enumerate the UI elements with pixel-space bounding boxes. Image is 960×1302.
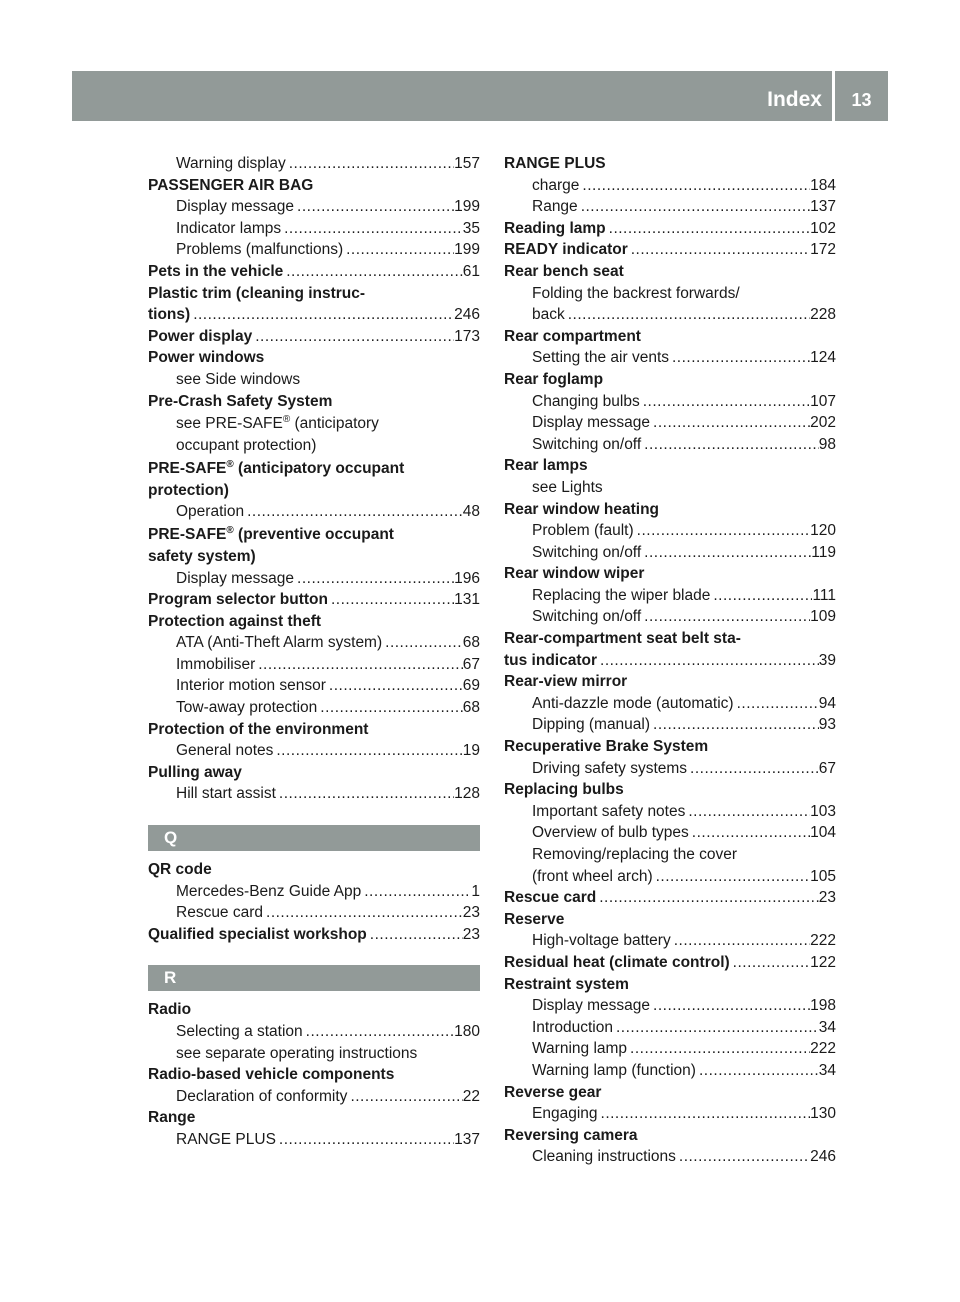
index-heading: Plastic trim (cleaning instruc- [148, 284, 366, 302]
index-heading: Rear window wiper [504, 565, 645, 583]
index-entry[interactable]: Overview of bulb types ..... 104 [504, 822, 836, 844]
page-number: 13 [851, 90, 872, 110]
index-heading: safety system) [148, 547, 256, 565]
page-title: Index [767, 88, 822, 111]
index-heading: Rear compartment [504, 327, 641, 345]
index-entry[interactable]: Residual heat (climate control) ..... 122 [504, 952, 836, 974]
index-entry[interactable]: Driving safety systems ..... 67 [504, 758, 836, 780]
index-entry[interactable]: Switching on/off ..... 109 [504, 606, 836, 628]
index-column-left [148, 153, 480, 1151]
index-entry[interactable]: Mercedes-Benz Guide App ..... 1 [148, 881, 480, 903]
index-entry[interactable]: charge ..... 184 [504, 175, 836, 197]
index-entry[interactable]: Replacing the wiper blade ..... 111 [504, 585, 836, 607]
index-see-reference[interactable]: see PRE-SAFE® (anticipatory [176, 414, 379, 433]
index-entry: Removing/replacing the cover [532, 846, 738, 863]
index-entry[interactable]: Warning display ..... 157 [148, 153, 480, 175]
index-see-reference[interactable]: see Side windows [176, 370, 301, 388]
index-heading: Rear-compartment seat belt sta- [504, 630, 741, 648]
index-entry[interactable]: Indicator lamps ..... 35 [148, 218, 480, 240]
index-entry[interactable]: Pets in the vehicle ..... 61 [148, 261, 480, 283]
index-heading: Radio [148, 1001, 192, 1019]
index-see-reference[interactable]: see Lights [532, 478, 603, 496]
index-entry[interactable]: tions) ..... 246 [148, 304, 480, 326]
index-heading: QR code [148, 861, 212, 879]
index-heading: Range [148, 1109, 196, 1127]
index-entry[interactable]: Selecting a station ..... 180 [148, 1021, 480, 1043]
index-heading: Restraint system [504, 975, 629, 993]
index-entry[interactable]: Important safety notes ..... 103 [504, 801, 836, 823]
index-heading: Protection of the environment [148, 720, 369, 738]
index-entry[interactable]: Warning lamp ..... 222 [504, 1038, 836, 1060]
index-column-right [504, 153, 836, 1168]
index-entry[interactable]: Rescue card ..... 23 [148, 902, 480, 924]
index-entry[interactable]: Changing bulbs ..... 107 [504, 391, 836, 413]
index-entry[interactable]: Dipping (manual) ..... 93 [504, 714, 836, 736]
index-heading: Rear lamps [504, 457, 588, 475]
index-entry[interactable]: General notes ..... 19 [148, 740, 480, 762]
index-heading: PRE-SAFE® (preventive occupant [148, 524, 394, 543]
section-letter-r: R [148, 965, 480, 991]
index-entry[interactable]: Rescue card ..... 23 [504, 887, 836, 909]
index-heading: Rear window heating [504, 500, 660, 518]
index-entry[interactable]: (front wheel arch) ..... 105 [504, 866, 836, 888]
index-heading: protection) [148, 481, 229, 499]
index-heading: Rear bench seat [504, 262, 624, 280]
index-entry[interactable]: Tow-away protection ..... 68 [148, 697, 480, 719]
index-heading: Protection against theft [148, 612, 322, 630]
index-entry[interactable]: Introduction ..... 34 [504, 1017, 836, 1039]
index-heading: Replacing bulbs [504, 781, 624, 799]
index-entry[interactable]: Power display ..... 173 [148, 326, 480, 348]
index-entry[interactable]: Display message ..... 199 [148, 196, 480, 218]
registered-mark: ® [282, 414, 291, 426]
index-entry[interactable]: Problems (malfunctions) ..... 199 [148, 239, 480, 261]
index-entry[interactable]: Immobiliser ..... 67 [148, 654, 480, 676]
index-heading: Power windows [148, 349, 265, 367]
registered-mark: ® [226, 458, 234, 470]
index-heading: Rear foglamp [504, 370, 604, 388]
index-entry[interactable]: RANGE PLUS ..... 137 [148, 1129, 480, 1151]
index-entry[interactable]: Switching on/off ..... 119 [504, 542, 836, 564]
index-entry[interactable]: Range ..... 137 [504, 196, 836, 218]
index-entry[interactable]: Warning lamp (function) ..... 34 [504, 1060, 836, 1082]
index-entry[interactable]: Interior motion sensor ..... 69 [148, 675, 480, 697]
index-entry[interactable]: Display message ..... 202 [504, 412, 836, 434]
index-entry[interactable]: Display message ..... 196 [148, 568, 480, 590]
index-heading: Reserve [504, 910, 565, 928]
index-entry[interactable]: Display message ..... 198 [504, 995, 836, 1017]
index-entry[interactable]: Hill start assist ..... 128 [148, 783, 480, 805]
index-entry: Folding the backrest forwards/ [532, 284, 740, 302]
index-entry[interactable]: Problem (fault) ..... 120 [504, 520, 836, 542]
index-heading: PRE-SAFE® (anticipatory occupant [148, 458, 405, 477]
index-entry[interactable]: Setting the air vents ..... 124 [504, 347, 836, 369]
index-heading: PASSENGER AIR BAG [148, 176, 314, 194]
section-letter-q: Q [148, 825, 480, 851]
index-heading: Pre-Crash Safety System [148, 392, 333, 410]
index-heading: Reverse gear [504, 1083, 602, 1101]
index-entry[interactable]: Program selector button ..... 131 [148, 589, 480, 611]
index-heading: Radio-based vehicle components [148, 1066, 395, 1084]
index-see-reference: occupant protection) [176, 437, 317, 455]
index-heading: Rear-view mirror [504, 673, 628, 691]
index-entry[interactable]: tus indicator ..... 39 [504, 650, 836, 672]
index-entry[interactable]: Qualified specialist workshop ..... 23 [148, 924, 480, 946]
index-heading: Recuperative Brake System [504, 738, 709, 756]
registered-mark: ® [226, 524, 234, 536]
index-entry[interactable]: Anti-dazzle mode (automatic) ..... 94 [504, 693, 836, 715]
index-heading: RANGE PLUS [504, 155, 606, 172]
index-entry[interactable]: ATA (Anti-Theft Alarm system) ..... 68 [148, 632, 480, 654]
index-entry[interactable]: READY indicator ..... 172 [504, 239, 836, 261]
index-heading: Pulling away [148, 763, 242, 781]
index-entry[interactable]: Switching on/off ..... 98 [504, 434, 836, 456]
index-entry[interactable]: Operation ..... 48 [148, 501, 480, 523]
index-heading: Reversing camera [504, 1126, 638, 1144]
index-entry[interactable]: Reading lamp ..... 102 [504, 218, 836, 240]
index-entry[interactable]: back ..... 228 [504, 304, 836, 326]
index-entry[interactable]: Cleaning instructions ..... 246 [504, 1146, 836, 1168]
index-entry[interactable]: Declaration of conformity ..... 22 [148, 1086, 480, 1108]
index-see-reference: see separate operating instructions [176, 1044, 418, 1062]
index-entry[interactable]: Engaging ..... 130 [504, 1103, 836, 1125]
index-entry[interactable]: High-voltage battery ..... 222 [504, 930, 836, 952]
